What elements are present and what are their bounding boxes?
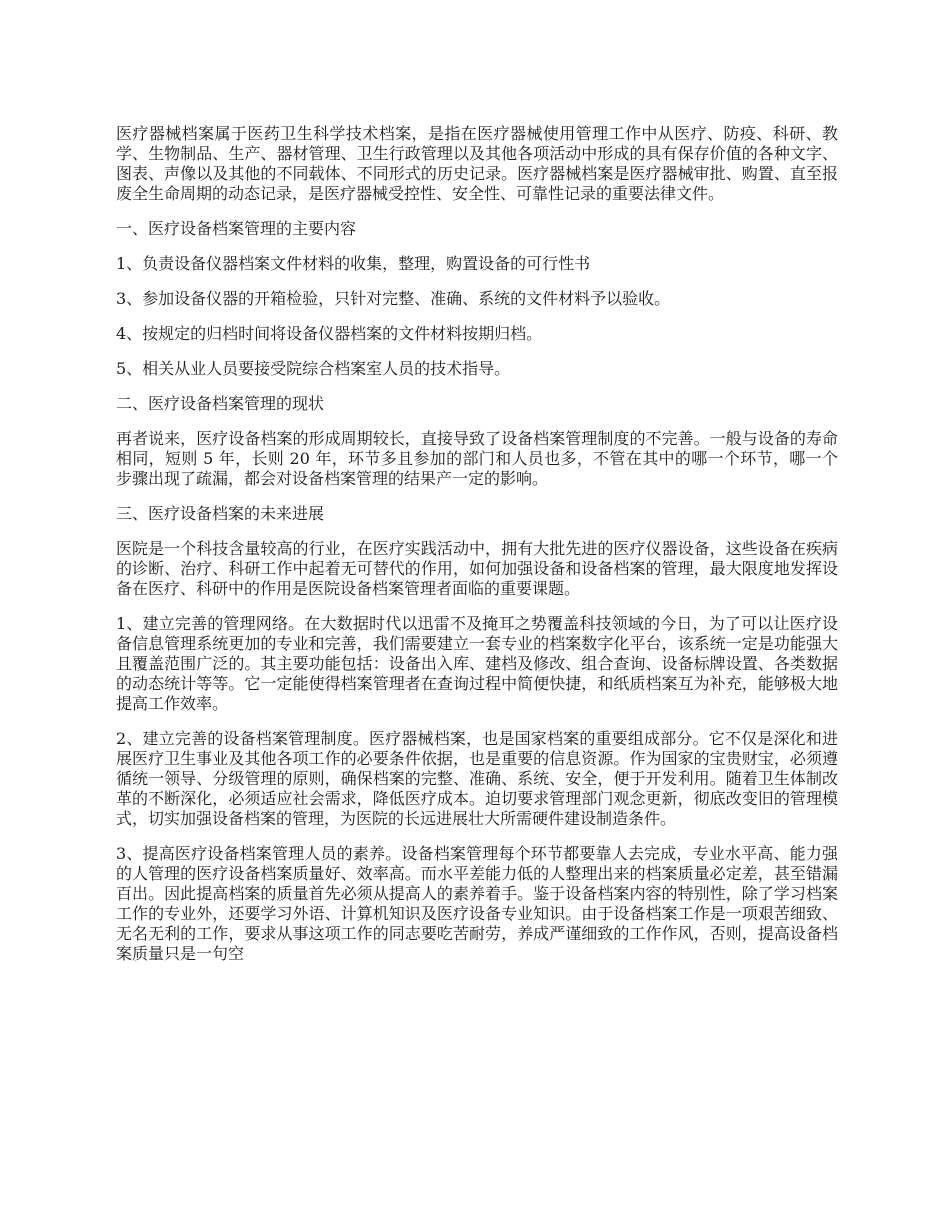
body-paragraph: 医院是一个科技含量较高的行业，在医疗实践活动中，拥有大批先进的医疗仪器设备，这些设备在疾病的诊断、治疗、科研工作中起着无可替代的作用，如何加强设备和设备档案的管理，最大限度地发挥设备在医疗、科研中的作用是医院设备档案管理者面临的重要课题。	[116, 539, 838, 598]
body-paragraph: 再者说来，医疗设备档案的形成周期较长，直接导致了设备档案管理制度的不完善。一般与设备的寿命相同，短则 5 年，长则 20 年，环节多且参加的部门和人员也多，不管在其中的哪一个环节，哪一个步骤出现了疏漏，都会对设备档案管理的结果产一定的影响。	[116, 429, 838, 488]
intro-paragraph: 医疗器械档案属于医药卫生科学技术档案，是指在医疗器械使用管理工作中从医疗、防疫、科研、教学、生物制品、生产、器材管理、卫生行政管理以及其他各项活动中形成的具有保存价值的各种文字、图表、声像以及其他的不同载体、不同形式的历史记录。医疗器械档案是医疗器械审批、购置、直至报废全生命周期的动态记录，是医疗器械受控性、安全性、可靠性记录的重要法律文件。	[116, 124, 838, 203]
list-item: 1、负责设备仪器档案文件材料的收集，整理，购置设备的可行性书	[116, 254, 591, 273]
list-item: 4、按规定的归档时间将设备仪器档案的文件材料按期归档。	[116, 324, 543, 343]
section-heading-2: 二、医疗设备档案管理的现状	[116, 394, 325, 413]
list-item: 3、参加设备仪器的开箱检验，只针对完整、准确、系统的文件材料予以验收。	[116, 289, 671, 308]
section-heading-3: 三、医疗设备档案的未来进展	[116, 504, 325, 523]
list-item: 2、建立完善的设备档案管理制度。医疗器械档案，也是国家档案的重要组成部分。它不仅是深化和进展医疗卫生事业及其他各项工作的必要条件依据，也是重要的信息资源。作为国家的宝贵财宝，必须遵循统一领导、分级管理的原则，确保档案的完整、准确、系统、安全，便于开发利用。随着卫生体制改革的不断深化，必须适应社会需求，降低医疗成本。迫切要求管理部门观念更新，彻底改变旧的管理模式，切实加强设备档案的管理，为医院的长远进展壮大所需硬件建设制造条件。	[116, 729, 838, 828]
list-item: 1、建立完善的管理网络。在大数据时代以迅雷不及掩耳之势覆盖科技领域的今日，为了可以让医疗设备信息管理系统更加的专业和完善，我们需要建立一套专业的档案数字化平台，该系统一定是功能强大且覆盖范围广泛的。其主要功能包括：设备出入库、建档及修改、组合查询、设备标牌设置、各类数据的动态统计等等。它一定能使得档案管理者在查询过程中简便快捷，和纸质档案互为补充，能够极大地提高工作效率。	[116, 614, 838, 713]
list-item: 5、相关从业人员要接受院综合档案室人员的技术指导。	[116, 359, 511, 378]
section-heading-1: 一、医疗设备档案管理的主要内容	[116, 219, 357, 238]
document-page	[116, 124, 838, 979]
list-item: 3、提高医疗设备档案管理人员的素养。设备档案管理每个环节都要靠人去完成，专业水平高、能力强的人管理的医疗设备档案质量好、效率高。而水平差能力低的人整理出来的档案质量必定差，甚至错漏百出。因此提高档案的质量首先必须从提高人的素养着手。鉴于设备档案内容的特别性，除了学习档案工作的专业外，还要学习外语、计算机知识及医疗设备专业知识。由于设备档案工作是一项艰苦细致、无名无利的工作，要求从事这项工作的同志要吃苦耐劳，养成严谨细致的工作作风，否则，提高设备档案质量只是一句空	[116, 844, 838, 963]
